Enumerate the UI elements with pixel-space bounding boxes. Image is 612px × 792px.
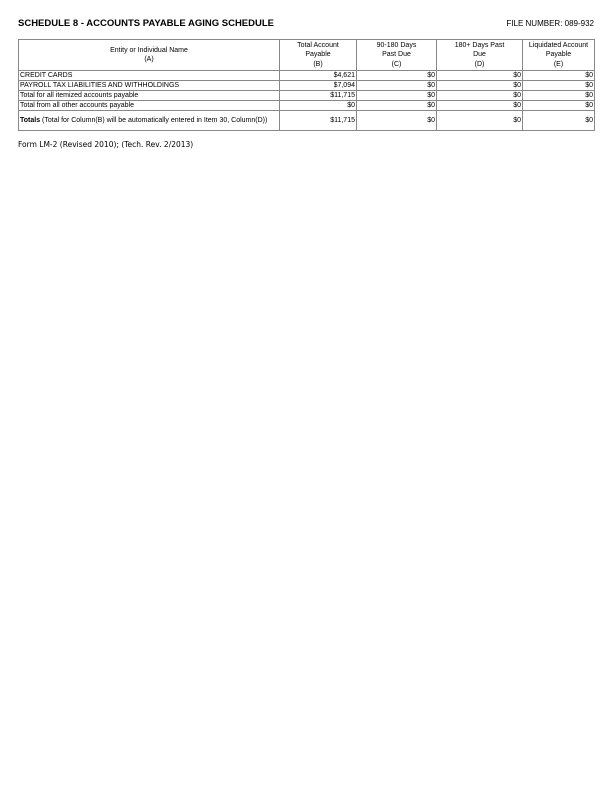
total-payable-cell: $11,715	[280, 91, 357, 101]
column-header-label: Entity or Individual Name	[110, 46, 188, 54]
past-due-180-plus-cell: $0	[437, 91, 523, 101]
past-due-180-plus-cell: $0	[437, 101, 523, 111]
past-due-90-180-cell: $0	[357, 71, 437, 81]
table-row	[19, 81, 595, 91]
totals-label-cell	[19, 111, 280, 131]
totals-past-due-180-plus-cell: $0	[437, 111, 523, 131]
liquidated-payable-cell: $0	[523, 71, 595, 81]
liquidated-payable-cell: $0	[523, 81, 595, 91]
column-header-label: Payable	[305, 51, 331, 59]
column-header-letter: (E)	[553, 60, 564, 68]
file-number: FILE NUMBER: 089-932	[506, 19, 594, 28]
column-header-label: Due	[473, 51, 486, 59]
totals-past-due-90-180-cell: $0	[357, 111, 437, 131]
table-row	[19, 71, 595, 81]
column-header-letter: (B)	[313, 60, 323, 68]
column-header-label: Total Account	[297, 41, 339, 49]
liquidated-payable-cell: $0	[523, 101, 595, 111]
totals-total-payable-cell: $11,715	[280, 111, 357, 131]
totals-liquidated-payable-cell: $0	[523, 111, 595, 131]
accounts-payable-aging-table	[18, 39, 595, 131]
past-due-180-plus-cell: $0	[437, 81, 523, 91]
column-header-total-account-payable	[280, 40, 357, 71]
past-due-90-180-cell: $0	[357, 91, 437, 101]
schedule-title: SCHEDULE 8 - ACCOUNTS PAYABLE AGING SCHEDULE	[18, 18, 275, 29]
past-due-90-180-cell: $0	[357, 101, 437, 111]
totals-label: Totals	[20, 117, 41, 124]
total-payable-cell: $0	[280, 101, 357, 111]
column-header-letter: (D)	[474, 60, 485, 68]
column-header-90-180-days	[357, 40, 437, 71]
entity-name-cell: CREDIT CARDS	[19, 71, 280, 81]
table-row	[19, 101, 595, 111]
title-row	[18, 18, 594, 32]
totals-row	[19, 111, 595, 131]
column-header-180-plus-days	[437, 40, 523, 71]
column-header-entity-name	[19, 40, 280, 71]
column-header-letter: (C)	[391, 60, 402, 68]
totals-note: (Total for Column(B) will be automatically entered in Item 30, Column(D))	[40, 117, 268, 124]
column-header-liquidated-account	[523, 40, 595, 71]
form-revision-note: Form LM-2 (Revised 2010); (Tech. Rev. 2/2013)	[18, 140, 194, 149]
column-header-label: 180+ Days Past	[454, 41, 505, 49]
column-header-label: Past Due	[382, 51, 411, 59]
total-payable-cell: $7,094	[280, 81, 357, 91]
past-due-90-180-cell: $0	[357, 81, 437, 91]
total-payable-cell: $4,621	[280, 71, 357, 81]
column-header-label: 90-180 Days	[376, 41, 417, 49]
table-header-row	[19, 40, 595, 71]
column-header-label: Payable	[545, 51, 572, 59]
entity-name-cell: Total from all other accounts payable	[19, 101, 280, 111]
liquidated-payable-cell: $0	[523, 91, 595, 101]
past-due-180-plus-cell: $0	[437, 71, 523, 81]
column-header-letter: (A)	[144, 56, 154, 63]
entity-name-cell: Total for all itemized accounts payable	[19, 91, 280, 101]
column-header-label: Liquidated Account	[528, 41, 589, 49]
table-row	[19, 91, 595, 101]
entity-name-cell: PAYROLL TAX LIABILITIES AND WITHHOLDINGS	[19, 81, 280, 91]
